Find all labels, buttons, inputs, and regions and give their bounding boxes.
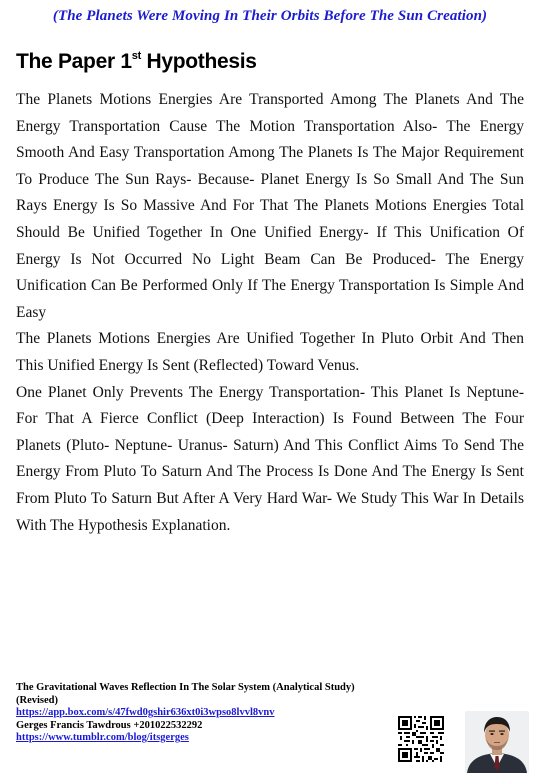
title-superscript: st (131, 50, 141, 62)
title-rest: Hypothesis (140, 50, 257, 73)
paragraph-3: One Planet Only Prevents The Energy Transportation- This Planet Is Neptune- For That A Fierce Conflict (Deep Interaction) Is Found Between The Four Planets (Pluto- Neptune- Uranus- Saturn) And This Conflict Aims To Send The Energy From Pluto To Saturn And The Process Is Done And The Energy Is Sent From Pluto To Saturn But After A Very Hard War- We Study This War In Details With The Hypothesis Explanation. (16, 383, 524, 534)
footer (16, 682, 386, 745)
qr-code-icon (398, 716, 444, 762)
footer-box-link[interactable]: https://app.box.com/s/47fwd0gshir636xt0i3wpso8lvvl8vnv (16, 707, 275, 718)
title-main: The Paper 1 (16, 50, 132, 73)
page-title (16, 50, 257, 74)
author-photo (465, 711, 529, 773)
footer-book-title: The Gravitational Waves Reflection In The Solar System (Analytical Study) (Revised) (16, 682, 355, 706)
footer-tumblr-link[interactable]: https://www.tumblr.com/blog/itsgerges (16, 732, 189, 743)
paragraph-2: The Planets Motions Energies Are Unified Together In Pluto Orbit And Then This Unified Energy Is Sent (Reflected) Toward Venus. (16, 330, 524, 374)
body-text (16, 87, 524, 539)
footer-author: Gerges Francis Tawdrous +201022532292 (16, 719, 203, 731)
paragraph-1: The Planets Motions Energies Are Transported Among The Planets And The Energy Transportation Cause The Motion Transportation Also- The Energy Smooth And Easy Transportation Among The Planets Is The Major Requirement To Produce The Sun Rays- Because- Planet Energy Is So Small And The Sun Rays Energy Is So Massive And For That The Planets Motions Energies Total Should Be Unified Together In One Unified Energy- If This Unification Of Energy Is Not Occurred No Light Beam Can Be Produced- The Energy Unification Can Be Performed Only If The Energy Transportation Is Simple And Easy (16, 91, 524, 321)
page-subtitle: (The Planets Were Moving In Their Orbits Before The Sun Creation) (52, 8, 488, 24)
